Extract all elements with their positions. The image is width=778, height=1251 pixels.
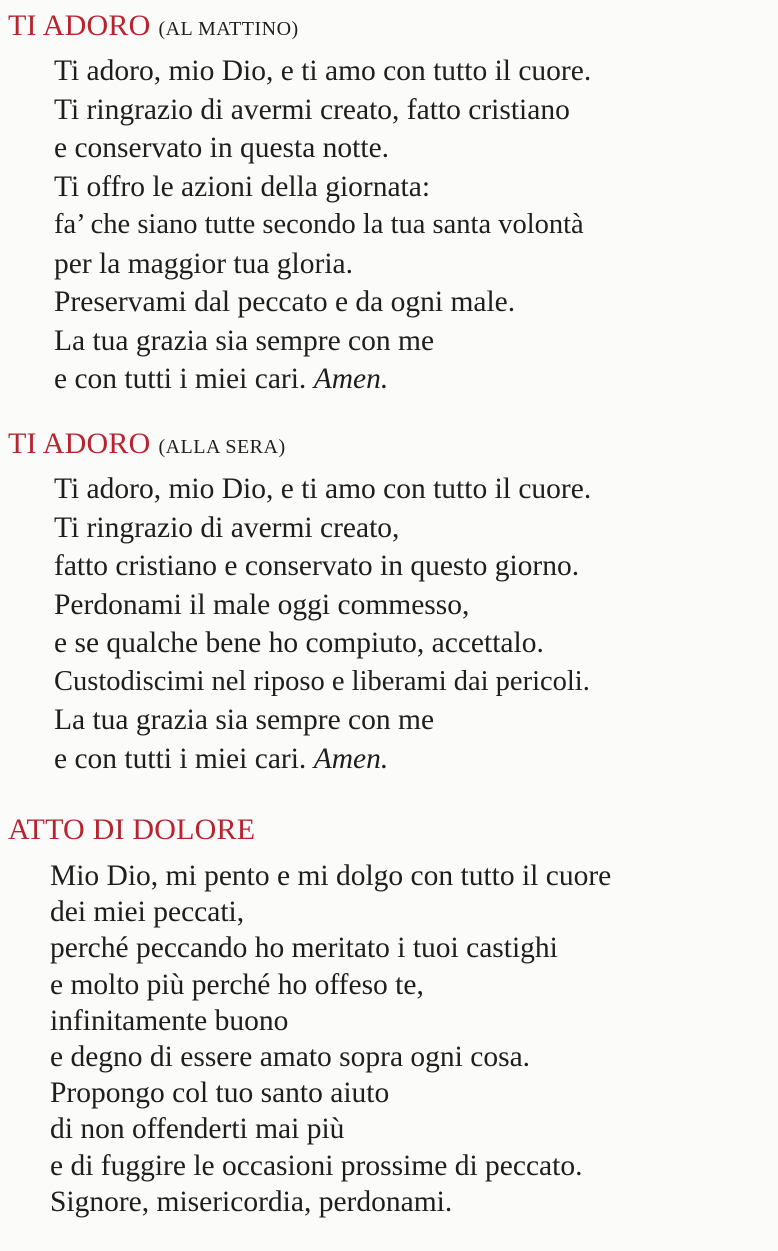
amen-word: Amen.	[313, 363, 389, 395]
prayer-line: dei miei peccati,	[50, 896, 245, 929]
prayer-line: La tua grazia sia sempre con me	[54, 324, 435, 357]
prayer-line	[54, 740, 774, 779]
prayer-line: fatto cristiano e conservato in questo giorno.	[54, 550, 580, 582]
prayer-title: TI ADORO	[8, 9, 151, 42]
prayer-line: e molto più perché ho offeso te,	[50, 968, 424, 1001]
prayer-line: e di fuggire le occasioni prossime di peccato.	[50, 1149, 583, 1182]
prayer-heading	[8, 10, 774, 42]
prayer-line: Propongo col tuo santo aiuto	[50, 1077, 390, 1110]
prayer-line: Preservami dal peccato e da ogni male.	[54, 286, 516, 318]
prayer-text	[8, 52, 774, 399]
prayer-line: Ti ringrazio di avermi creato,	[54, 511, 400, 544]
amen-word: Amen.	[313, 742, 389, 775]
prayer-line: perché peccando ho meritato i tuoi castighi	[50, 932, 558, 965]
prayer-line: Ti adoro, mio Dio, e ti amo con tutto il cuore.	[54, 55, 592, 87]
prayer-line: La tua grazia sia sempre con me	[54, 704, 435, 736]
prayer-line: e se qualche bene ho compiuto, accettalo.	[54, 627, 544, 659]
prayer-line: per la maggior tua gloria.	[54, 247, 353, 280]
prayer-ti-adoro-sera	[8, 428, 774, 778]
prayer-subtitle: (AL MATTINO)	[158, 18, 299, 40]
prayer-line: Signore, misericordia, perdonami.	[50, 1185, 453, 1218]
prayer-last-line: e con tutti i miei cari.	[54, 363, 307, 395]
prayer-line: infinitamente buono	[50, 1004, 289, 1037]
prayer-line: fa’ che siano tutte secondo la tua santa volontà	[54, 209, 584, 240]
prayer-line: e conservato in questa notte.	[54, 132, 390, 164]
prayer-line	[54, 360, 774, 399]
prayer-line: Mio Dio, mi pento e mi dolgo con tutto il cuore	[50, 860, 612, 892]
prayer-title: ATTO DI DOLORE	[8, 813, 256, 846]
prayer-line: di non offenderti mai più	[50, 1113, 345, 1146]
prayer-text	[8, 858, 774, 1220]
prayer-line: Perdonami il male oggi commesso,	[54, 588, 470, 621]
prayer-atto-di-dolore	[8, 814, 774, 1220]
prayer-line: Ti offro le azioni della giornata:	[54, 170, 431, 203]
prayer-line: Ti adoro, mio Dio, e ti amo con tutto il cuore.	[54, 473, 592, 505]
prayer-line: Ti ringrazio di avermi creato, fatto cristiano	[54, 93, 570, 126]
prayer-line: e degno di essere amato sopra ogni cosa.	[50, 1040, 531, 1073]
prayer-subtitle: (ALLA SERA)	[158, 436, 286, 458]
prayer-heading	[8, 814, 774, 846]
prayer-last-line: e con tutti i miei cari.	[54, 742, 307, 775]
prayer-title: TI ADORO	[8, 427, 151, 460]
prayer-heading	[8, 428, 774, 460]
prayer-text	[8, 470, 774, 778]
prayer-ti-adoro-mattino	[8, 10, 774, 399]
prayer-line: Custodiscimi nel riposo e liberami dai pericoli.	[54, 665, 590, 697]
